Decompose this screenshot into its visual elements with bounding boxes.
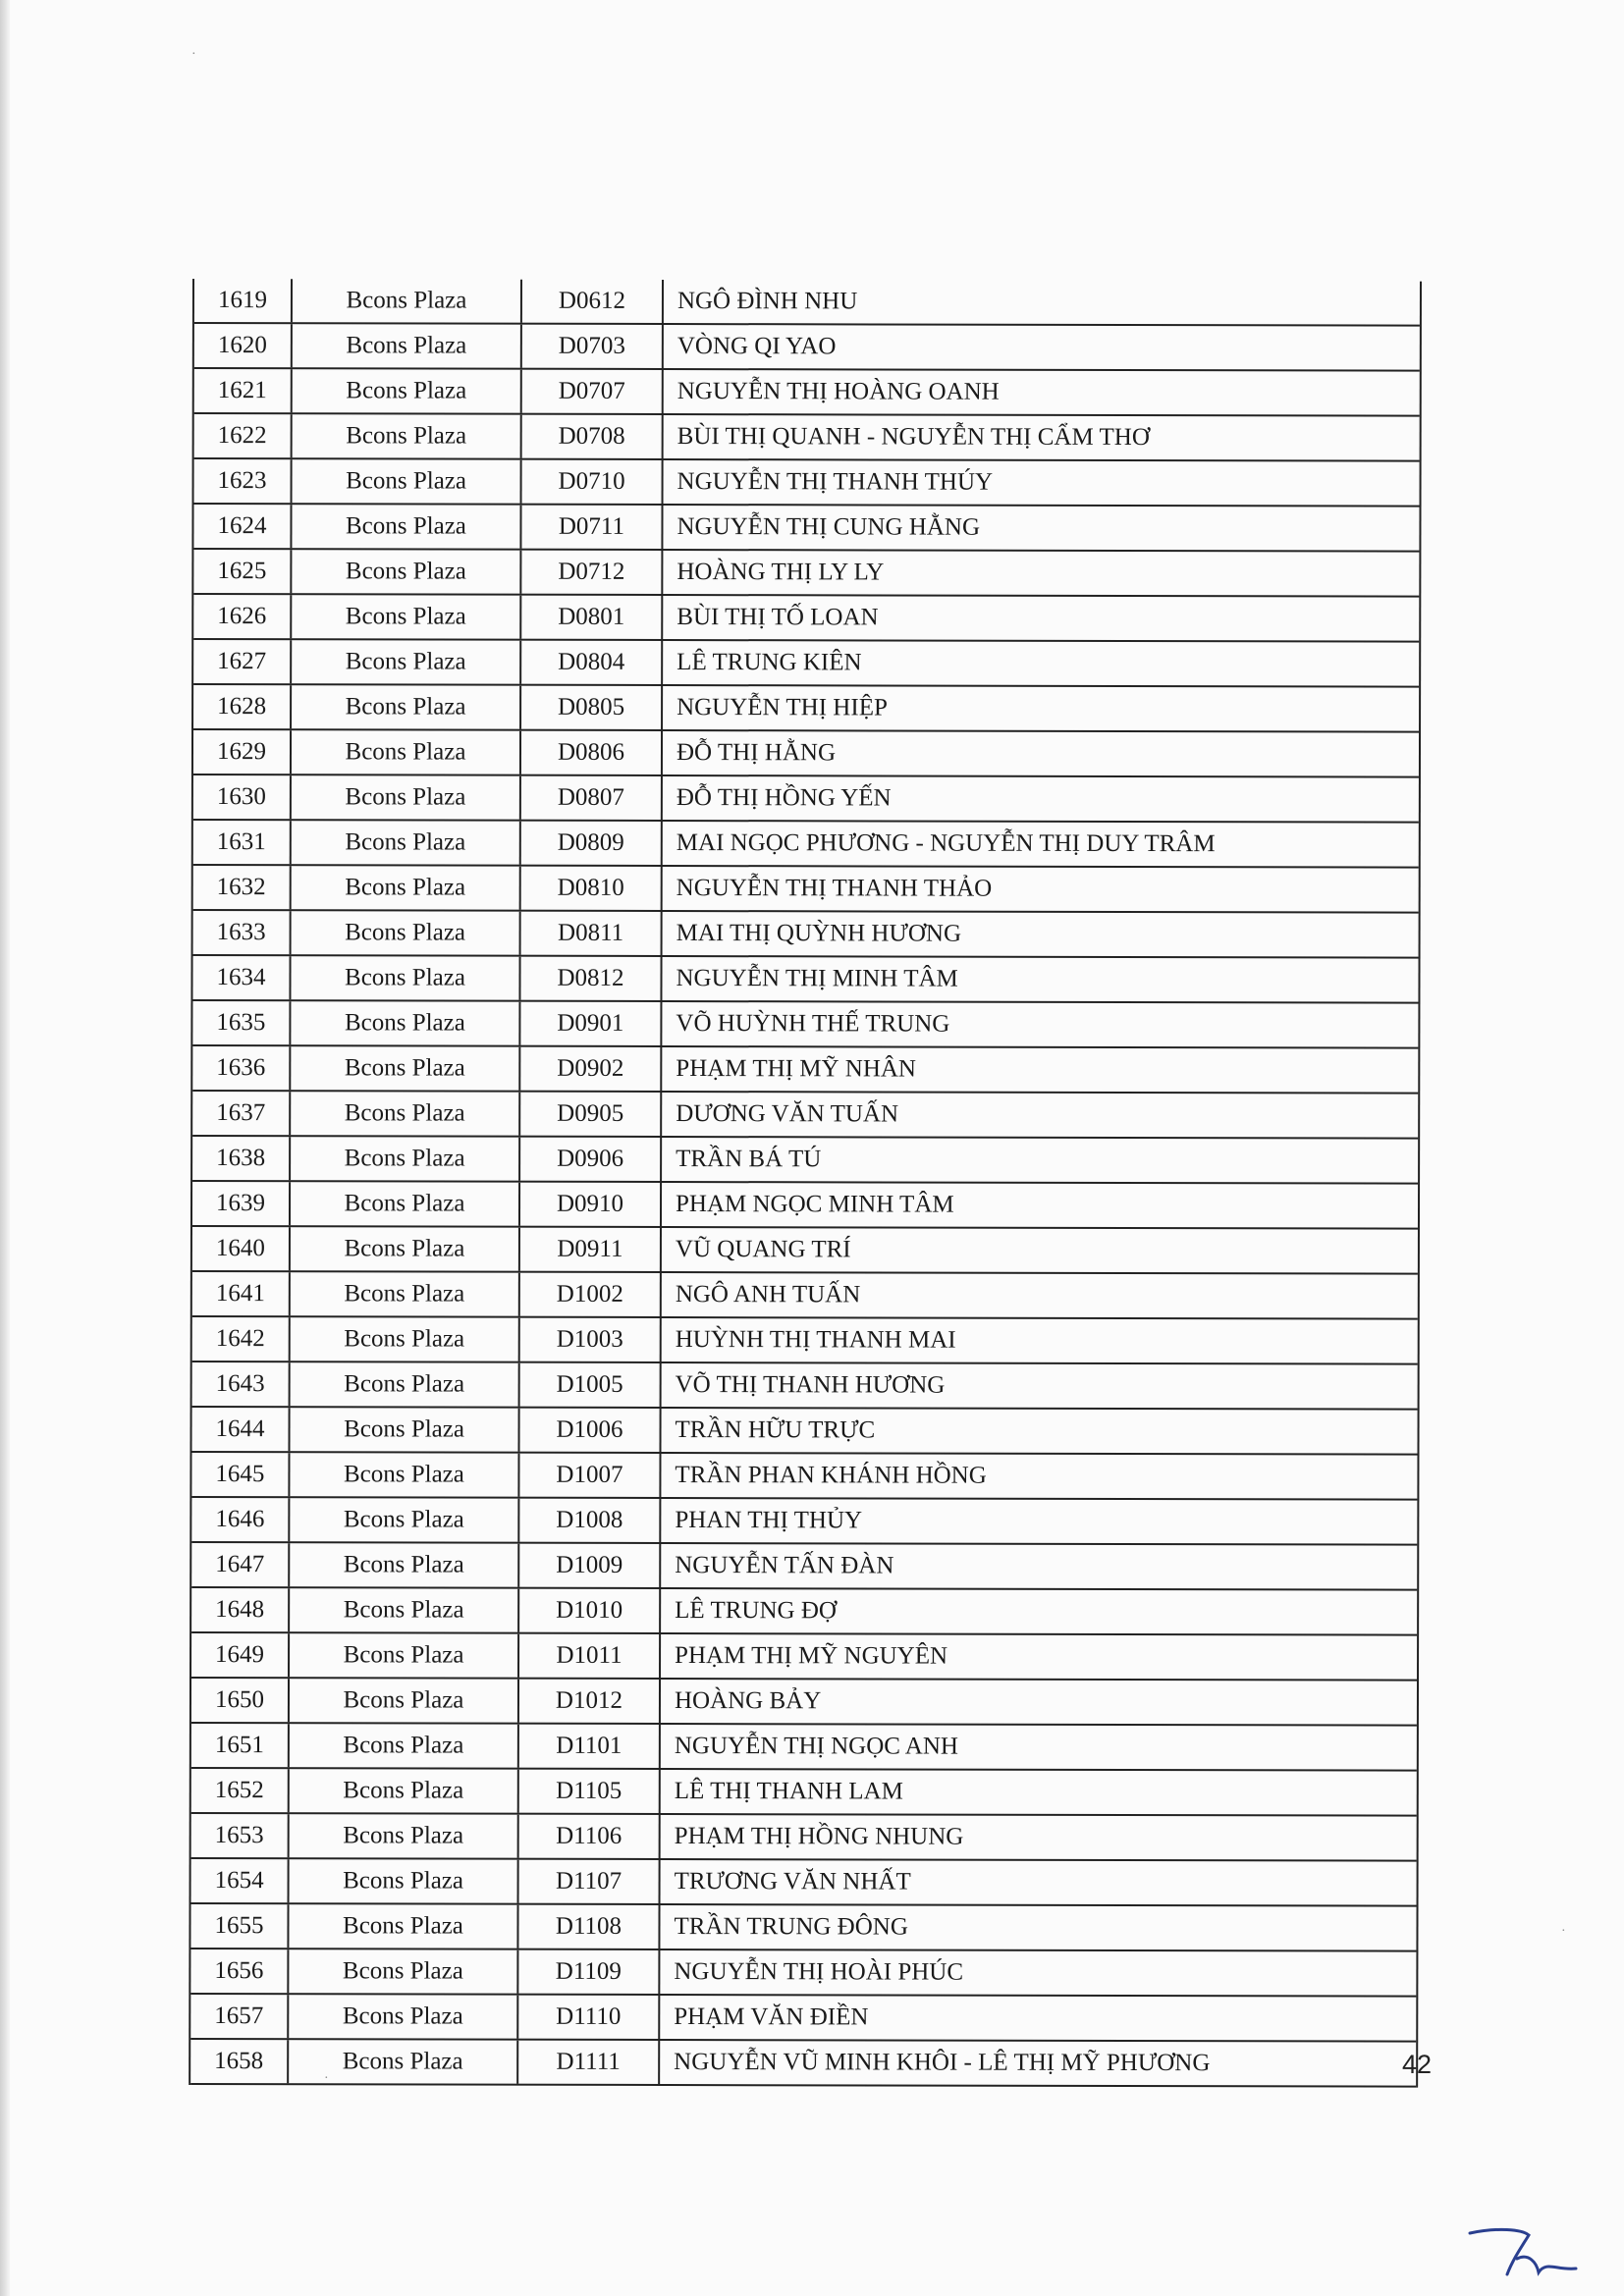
cell-unit-code: D0801 [521,596,663,639]
cell-project: Bcons Plaza [292,775,521,819]
cell-project: Bcons Plaza [292,595,521,638]
cell-project: Bcons Plaza [291,1317,520,1361]
cell-owner-name: BÙI THỊ TỐ LOAN [677,604,879,631]
cell-index: 1654 [191,1859,290,1902]
cell-owner-name: NGUYỄN VŨ MINH KHÔI - LÊ THỊ MỸ PHƯƠNG [674,2049,1211,2077]
cell-index: 1656 [190,1949,289,1993]
cell-unit-code: D0707 [522,370,664,413]
table-row [191,1679,1417,1727]
table-row [190,1904,1416,1952]
cell-unit-code: D1002 [520,1273,662,1316]
table-row [191,1724,1417,1772]
cell-unit-code: D1105 [519,1770,661,1813]
cell-index: 1635 [192,1001,291,1044]
records-table [189,279,1422,2088]
cell-unit-code: D0708 [522,415,664,458]
cell-unit-code: D0806 [521,731,663,774]
cell-unit-code: D0910 [520,1183,662,1226]
cell-project: Bcons Plaza [292,640,521,683]
table-row [193,505,1419,553]
table-row [193,866,1419,914]
cell-index: 1653 [191,1814,290,1857]
cell-index: 1619 [194,279,293,322]
cell-project: Bcons Plaza [290,1769,519,1812]
cell-index: 1628 [193,685,292,728]
cell-index: 1655 [190,1904,289,1948]
cell-project: Bcons Plaza [291,1001,520,1044]
table-row [193,911,1419,959]
scan-page-edge [0,0,10,2296]
cell-project: Bcons Plaza [292,911,521,954]
cell-owner-name: NGUYỄN THỊ HIỆP [677,694,888,721]
cell-unit-code: D1107 [519,1860,661,1903]
cell-owner-name: TRẦN HỮU TRỰC [675,1416,876,1444]
cell-unit-code: D1011 [519,1634,661,1678]
table-row [192,956,1418,1004]
cell-project: Bcons Plaza [289,1995,518,2038]
cell-unit-code: D1005 [520,1363,662,1407]
table-row [191,1814,1417,1862]
table-row [193,685,1419,733]
cell-index: 1622 [194,414,293,457]
table-row [193,550,1419,598]
table-row [191,1543,1417,1591]
table-row [191,1588,1417,1636]
cell-index: 1642 [192,1317,291,1361]
cell-owner-name: NGUYỄN THỊ THANH THẢO [676,875,993,902]
cell-unit-code: D1008 [519,1499,661,1542]
scan-speck: · [324,2071,329,2086]
table-row [192,1137,1418,1185]
cell-project: Bcons Plaza [291,1272,520,1315]
cell-project: Bcons Plaza [291,956,520,999]
cell-index: 1643 [192,1362,291,1406]
table-row [193,640,1419,688]
cell-unit-code: D0712 [521,551,663,594]
table-row [193,595,1419,643]
cell-index: 1651 [191,1724,290,1767]
cell-index: 1650 [191,1679,290,1722]
cell-unit-code: D0901 [520,1002,662,1045]
cell-project: Bcons Plaza [290,1498,519,1541]
table-row [192,1046,1418,1095]
scan-speck: · [1561,1924,1566,1939]
cell-project: Bcons Plaza [291,1362,520,1406]
cell-project: Bcons Plaza [290,1453,519,1496]
table-row [194,369,1420,417]
cell-project: Bcons Plaza [289,1904,518,1948]
cell-project: Bcons Plaza [290,1814,519,1857]
cell-index: 1636 [192,1046,291,1090]
table-row [190,1995,1416,2043]
cell-owner-name: TRẦN BÁ TÚ [676,1146,822,1173]
cell-unit-code: D0906 [520,1138,662,1181]
cell-project: Bcons Plaza [290,1859,519,1902]
cell-unit-code: D0804 [521,641,663,684]
cell-owner-name: NGUYỄN THỊ HOÀI PHÚC [674,1958,964,1986]
cell-index: 1637 [192,1092,291,1135]
cell-owner-name: ĐỖ THỊ HẰNG [676,739,837,767]
table-row [191,1769,1417,1817]
cell-project: Bcons Plaza [292,866,521,909]
cell-index: 1648 [191,1588,290,1631]
cell-owner-name: NGUYỄN THỊ HOÀNG OANH [677,378,1000,405]
cell-owner-name: MAI THỊ QUỲNH HƯƠNG [676,920,962,947]
cell-project: Bcons Plaza [290,1679,519,1722]
cell-index: 1657 [190,1995,289,2038]
cell-owner-name: PHẠM THỊ MỸ NHÂN [676,1055,917,1083]
table-row [193,775,1419,824]
table-row [192,1272,1418,1320]
cell-unit-code: D0805 [521,686,663,729]
cell-owner-name: NGUYỄN TẤN ĐÀN [675,1552,894,1579]
table-row [193,730,1419,778]
cell-unit-code: D0809 [521,822,663,865]
cell-owner-name: PHAN THỊ THỦY [675,1507,863,1534]
cell-project: Bcons Plaza [290,1633,519,1677]
cell-unit-code: D1003 [520,1318,662,1362]
cell-project: Bcons Plaza [293,369,522,412]
table-row [194,279,1420,327]
cell-owner-name: LÊ TRUNG KIÊN [677,649,862,676]
cell-index: 1627 [193,640,292,683]
cell-index: 1631 [193,821,292,864]
cell-owner-name: TRẦN PHAN KHÁNH HỒNG [675,1462,987,1489]
cell-unit-code: D0902 [520,1047,662,1091]
scan-speck: · [191,47,196,62]
cell-owner-name: PHẠM NGỌC MINH TÂM [675,1191,954,1218]
cell-index: 1629 [193,730,292,774]
cell-unit-code: D1009 [519,1544,661,1587]
cell-unit-code: D0710 [522,460,664,504]
cell-index: 1639 [192,1182,291,1225]
table-row [191,1498,1417,1546]
page-number: 42 [1402,2050,1433,2079]
cell-owner-name: PHẠM THỊ HỒNG NHUNG [674,1823,964,1850]
cell-project: Bcons Plaza [291,1182,520,1225]
cell-owner-name: MAI NGỌC PHƯƠNG - NGUYỄN THỊ DUY TRÂM [676,829,1216,858]
cell-index: 1624 [193,505,292,548]
signature-mark [1468,2223,1586,2282]
table-row [191,1408,1417,1456]
cell-index: 1620 [194,324,293,367]
cell-owner-name: NGUYỄN THỊ NGỌC ANH [674,1733,959,1760]
table-row [193,821,1419,869]
cell-index: 1647 [191,1543,290,1586]
cell-project: Bcons Plaza [292,505,521,548]
cell-index: 1646 [191,1498,290,1541]
cell-owner-name: TRẦN TRUNG ĐÔNG [674,1913,908,1941]
cell-index: 1638 [192,1137,291,1180]
cell-owner-name: LÊ TRUNG ĐỢ [675,1597,838,1625]
cell-owner-name: VÒNG QI YAO [677,333,837,360]
cell-owner-name: ĐỖ THỊ HỒNG YẾN [676,784,892,812]
cell-index: 1633 [193,911,292,954]
cell-index: 1632 [193,866,292,909]
cell-owner-name: PHẠM VĂN ĐIỀN [674,2003,869,2031]
table-row [192,1182,1418,1230]
cell-project: Bcons Plaza [290,1543,519,1586]
cell-owner-name: LÊ THỊ THANH LAM [674,1778,903,1805]
cell-unit-code: D1108 [518,1905,660,1949]
cell-index: 1641 [192,1272,291,1315]
cell-project: Bcons Plaza [291,1046,520,1090]
cell-owner-name: VÕ THỊ THANH HƯƠNG [675,1371,946,1399]
cell-index: 1630 [193,775,292,819]
cell-owner-name: NGUYỄN THỊ THANH THÚY [677,468,994,496]
cell-project: Bcons Plaza [292,821,521,864]
cell-unit-code: D0811 [521,912,663,955]
table-row [192,1317,1418,1365]
cell-index: 1623 [194,459,293,503]
cell-unit-code: D1109 [518,1950,660,1994]
cell-index: 1649 [191,1633,290,1677]
cell-index: 1652 [191,1769,290,1812]
cell-project: Bcons Plaza [291,1137,520,1180]
cell-project: Bcons Plaza [289,1949,518,1993]
cell-unit-code: D0911 [520,1228,662,1271]
cell-project: Bcons Plaza [290,1408,519,1451]
cell-unit-code: D0810 [521,867,663,910]
cell-owner-name: BÙI THỊ QUANH - NGUYỄN THỊ CẨM THƠ [677,423,1150,452]
table-row [194,324,1420,372]
table-row [190,1949,1416,1998]
cell-unit-code: D0905 [520,1093,662,1136]
table-row [192,1362,1418,1411]
cell-project: Bcons Plaza [293,324,522,367]
cell-index: 1644 [191,1408,290,1451]
cell-owner-name: VÕ HUỲNH THẾ TRUNG [676,1010,950,1038]
cell-unit-code: D0807 [521,776,663,820]
cell-unit-code: D1110 [518,1996,660,2039]
cell-owner-name: NGÔ ĐÌNH NHU [677,288,858,315]
table-row [190,2040,1416,2088]
cell-owner-name: DƯƠNG VĂN TUẤN [676,1100,899,1128]
table-row [191,1453,1417,1501]
table-row [194,459,1420,507]
cell-unit-code: D1012 [519,1680,661,1723]
table-row [192,1092,1418,1140]
cell-unit-code: D1007 [519,1454,661,1497]
cell-unit-code: D1111 [518,2041,660,2084]
cell-project: Bcons Plaza [290,1588,519,1631]
cell-unit-code: D0703 [522,325,664,368]
cell-project: Bcons Plaza [292,685,521,728]
cell-owner-name: PHẠM THỊ MỸ NGUYÊN [675,1642,948,1670]
cell-project: Bcons Plaza [290,1724,519,1767]
cell-unit-code: D1106 [519,1815,661,1858]
cell-unit-code: D1010 [519,1589,661,1632]
table-row [191,1633,1417,1682]
cell-owner-name: HOÀNG THỊ LY LY [677,559,885,586]
table-row [192,1227,1418,1275]
table-row [194,414,1420,462]
cell-project: Bcons Plaza [291,1227,520,1270]
cell-project: Bcons Plaza [291,1092,520,1135]
cell-index: 1626 [193,595,292,638]
cell-unit-code: D0612 [522,280,664,323]
cell-owner-name: TRƯƠNG VĂN NHẤT [674,1868,911,1896]
table-row [192,1001,1418,1049]
cell-owner-name: HOÀNG BẢY [674,1687,822,1715]
cell-index: 1621 [194,369,293,412]
cell-index: 1645 [191,1453,290,1496]
cell-owner-name: HUỲNH THỊ THANH MAI [675,1326,956,1354]
cell-index: 1640 [192,1227,291,1270]
cell-owner-name: NGÔ ANH TUẤN [675,1281,861,1308]
cell-owner-name: NGUYỄN THỊ CUNG HẰNG [677,513,981,541]
cell-unit-code: D0812 [520,957,662,1000]
cell-project: Bcons Plaza [293,459,522,503]
table-row [191,1859,1417,1907]
cell-project: Bcons Plaza [293,414,522,457]
cell-owner-name: VŨ QUANG TRÍ [675,1236,851,1263]
cell-index: 1658 [190,2040,289,2083]
cell-project: Bcons Plaza [289,2040,518,2083]
cell-unit-code: D0711 [521,506,663,549]
cell-unit-code: D1101 [519,1725,661,1768]
cell-index: 1625 [193,550,292,593]
cell-project: Bcons Plaza [292,550,521,593]
cell-project: Bcons Plaza [293,279,522,322]
cell-owner-name: NGUYỄN THỊ MINH TÂM [676,965,958,992]
cell-index: 1634 [192,956,291,999]
cell-unit-code: D1006 [519,1409,661,1452]
cell-project: Bcons Plaza [292,730,521,774]
